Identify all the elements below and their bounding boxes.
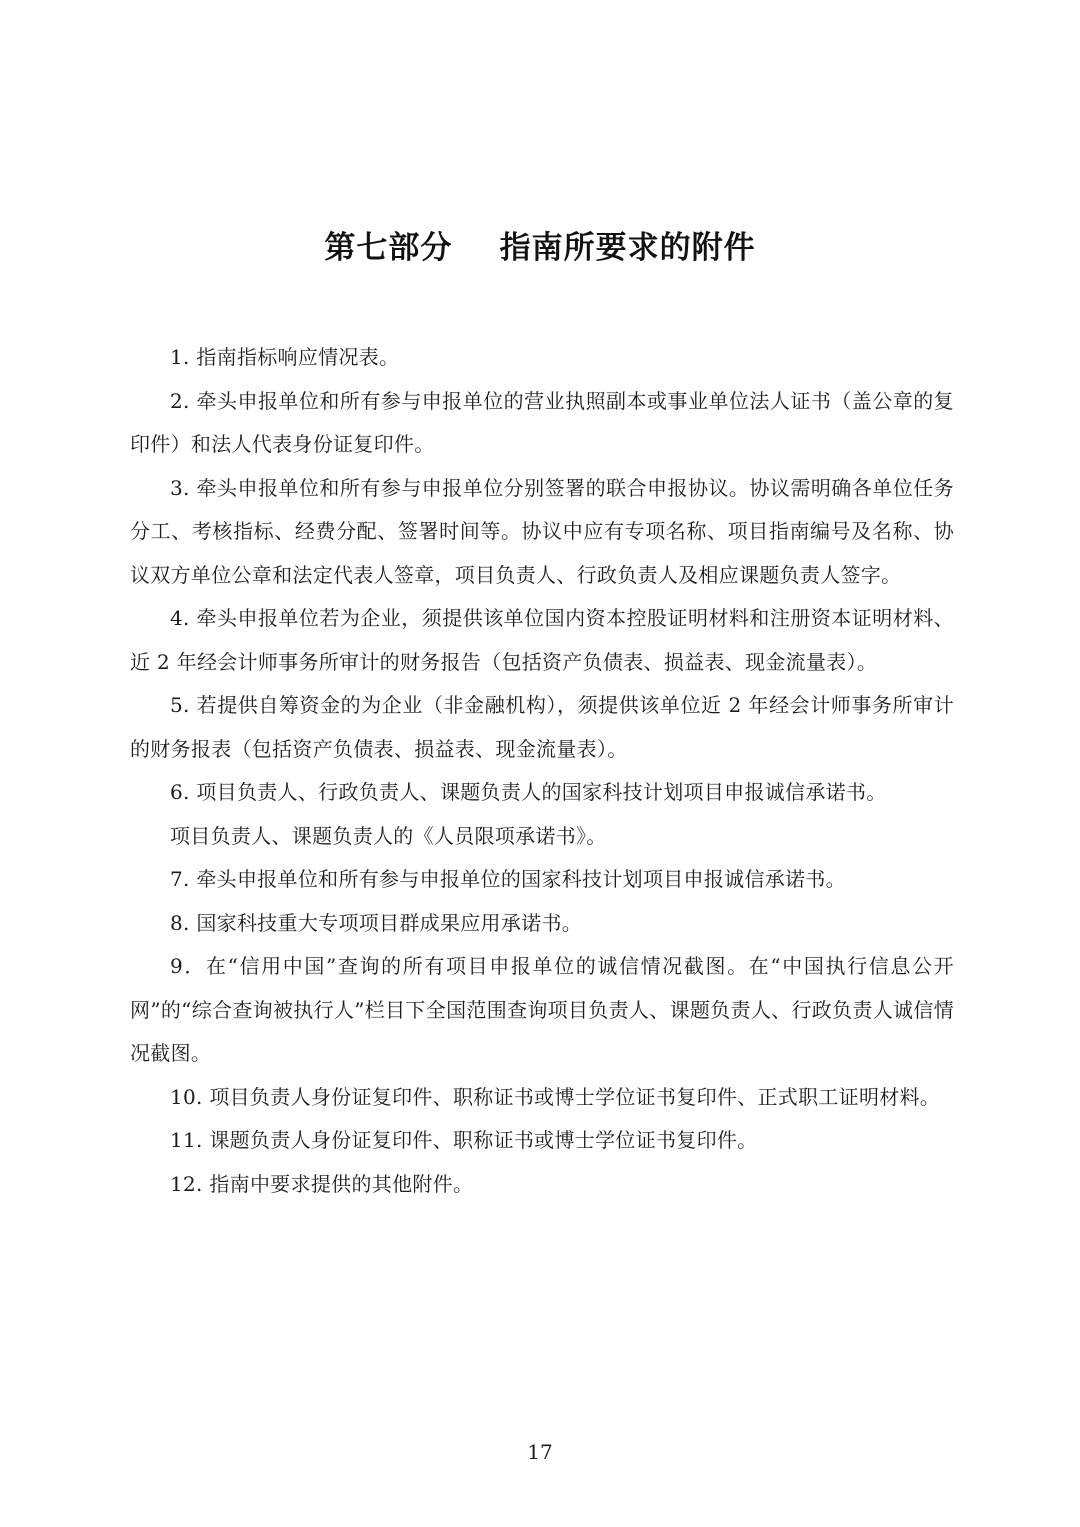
list-item-12: 12. 指南中要求提供的其他附件。 bbox=[170, 1171, 474, 1196]
list-item-8: 8. 国家科技重大专项项目群成果应用承诺书。 bbox=[170, 910, 583, 935]
list-item-2: 2. 牵头申报单位和所有参与申报单位的营业执照副本或事业单位法人证书（盖公章的复印件）和法人代表身份证复印件。 bbox=[130, 388, 954, 456]
list-item-3: 3. 牵头申报单位和所有参与申报单位分别签署的联合申报协议。协议需明确各单位任务分工、考核指标、经费分配、签署时间等。协议中应有专项名称、项目指南编号及名称、协议双方单位公章和法定代表人签章，项目负责人、行政负责人及相应课题负责人签字。 bbox=[130, 475, 954, 587]
list-item-6: 6. 项目负责人、行政负责人、课题负责人的国家科技计划项目申报诚信承诺书。 bbox=[170, 780, 887, 804]
list-item-4: 4. 牵头申报单位若为企业，须提供该单位国内资本控股证明材料和注册资本证明材料、近 2 年经会计师事务所审计的财务报告（包括资产负债表、损益表、现金流量表）。 bbox=[130, 606, 954, 674]
attachment-list bbox=[130, 336, 954, 1206]
list-item-1: 1. 指南指标响应情况表。 bbox=[170, 345, 400, 369]
list-item-7: 7. 牵头申报单位和所有参与申报单位的国家科技计划项目申报诚信承诺书。 bbox=[170, 867, 846, 891]
list-item-9: 9．在“信用中国”查询的所有项目申报单位的诚信情况截图。在“中国执行信息公开网”的“综合查询被执行人”栏目下全国范围查询项目负责人、课题负责人、行政负责人诚信情况截图。 bbox=[130, 954, 954, 1065]
list-item-10: 10. 项目负责人身份证复印件、职称证书或博士学位证书复印件、正式职工证明材料。 bbox=[170, 1084, 941, 1109]
list-item-5: 5. 若提供自筹资金的为企业（非金融机构），须提供该单位近 2 年经会计师事务所审计的财务报表（包括资产负债表、损益表、现金流量表）。 bbox=[130, 693, 954, 761]
section-title: 第七部分 指南所要求的附件 bbox=[324, 230, 756, 266]
list-item-6-continuation: 项目负责人、课题负责人的《人员限项承诺书》。 bbox=[170, 823, 607, 848]
page-number: 17 bbox=[527, 1440, 553, 1464]
list-item-11: 11. 课题负责人身份证复印件、职称证书或博士学位证书复印件。 bbox=[170, 1128, 758, 1152]
